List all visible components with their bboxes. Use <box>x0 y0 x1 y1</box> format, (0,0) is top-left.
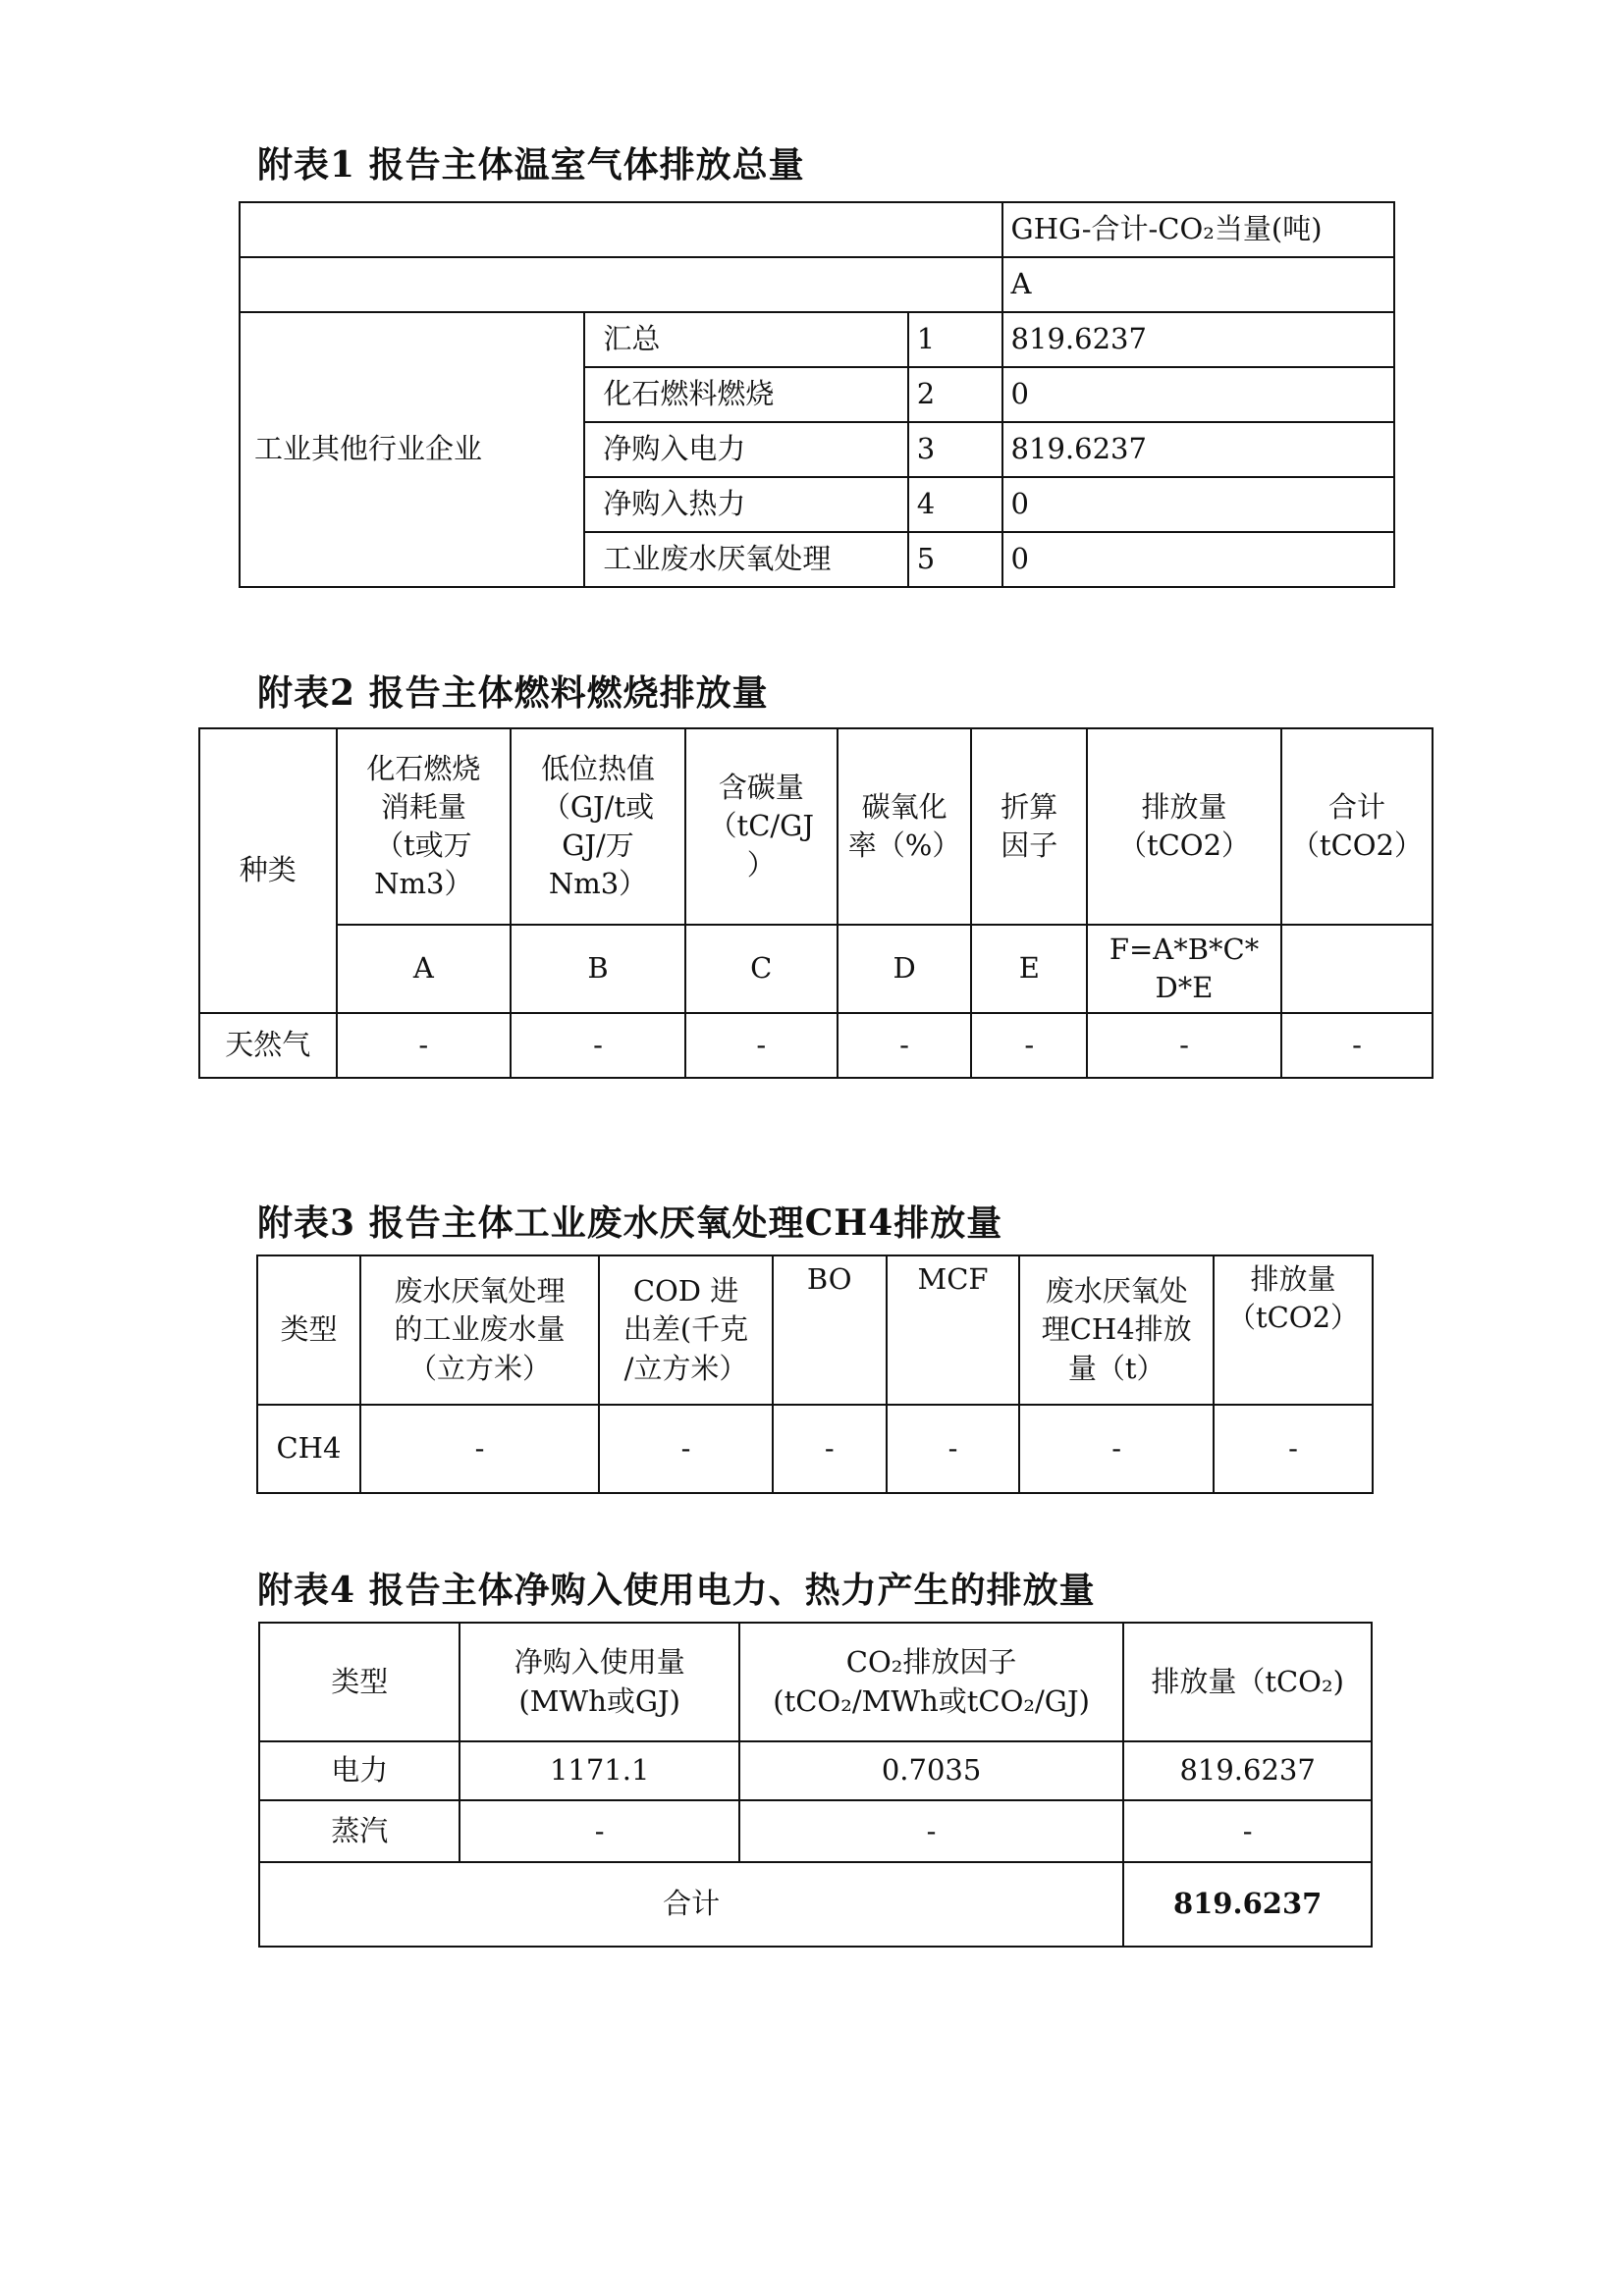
table2-letter-blank <box>1281 925 1433 1013</box>
table3-cell: - <box>1214 1405 1373 1493</box>
table1-header: GHG-合计-CO₂当量(吨) <box>1002 202 1394 257</box>
table3-cell: - <box>360 1405 599 1493</box>
table2-cell: - <box>1281 1013 1433 1078</box>
table1-row-name: 净购入电力 <box>584 422 907 477</box>
table2-header: 合计 （tCO2） <box>1281 728 1433 925</box>
table2-header: 碳氧化 率（%） <box>838 728 972 925</box>
table1-row-no: 2 <box>908 367 1002 422</box>
table3-header: 废水厌氧处 理CH4排放 量（t） <box>1019 1255 1214 1405</box>
table4-title: 附表4 报告主体净购入使用电力、热力产生的排放量 <box>257 1570 1096 1611</box>
table3-cell: - <box>887 1405 1020 1493</box>
table2-letter: C <box>685 925 838 1013</box>
table1-row-no: 1 <box>908 312 1002 367</box>
table2-cell: - <box>1087 1013 1281 1078</box>
table1-row-name: 汇总 <box>584 312 907 367</box>
table1-blank-letter <box>240 257 1002 312</box>
table2-header: 折算 因子 <box>971 728 1087 925</box>
table2-row-label: 天然气 <box>199 1013 337 1078</box>
table2-letter: E <box>971 925 1087 1013</box>
table2-cell: - <box>337 1013 512 1078</box>
table2-header: 含碳量 （tC/GJ ） <box>685 728 838 925</box>
table3-header: 排放量 （tCO2） <box>1214 1255 1373 1405</box>
table2-letter: A <box>337 925 512 1013</box>
table4-row-amount: 1171.1 <box>460 1741 738 1800</box>
table1-row-value: 819.6237 <box>1002 312 1394 367</box>
table4-row-factor: 0.7035 <box>739 1741 1123 1800</box>
table3-cell: - <box>599 1405 773 1493</box>
table4-header: 净购入使用量 (MWh或GJ) <box>460 1623 738 1741</box>
table1-row-name: 净购入热力 <box>584 477 907 532</box>
table4 <box>258 1622 1373 1948</box>
table2-cell: - <box>511 1013 685 1078</box>
table3-header: COD 进 出差(千克 /立方米） <box>599 1255 773 1405</box>
table1-blank-header <box>240 202 1002 257</box>
table1-group: 工业其他行业企业 <box>240 312 584 587</box>
table1-row-no: 3 <box>908 422 1002 477</box>
table4-row-amount: - <box>460 1800 738 1862</box>
table3 <box>256 1255 1374 1494</box>
table2-letter: F=A*B*C* D*E <box>1087 925 1281 1013</box>
table4-header: 排放量（tCO₂) <box>1123 1623 1372 1741</box>
table1 <box>239 201 1395 588</box>
table3-header: 废水厌氧处理 的工业废水量 （立方米） <box>360 1255 599 1405</box>
table1-row-value: 0 <box>1002 532 1394 587</box>
table3-row-label: CH4 <box>257 1405 360 1493</box>
table1-row-value: 0 <box>1002 477 1394 532</box>
table2-header-type: 种类 <box>199 728 337 1013</box>
table4-row-emission: 819.6237 <box>1123 1741 1372 1800</box>
table2 <box>198 727 1434 1079</box>
table1-row-no: 5 <box>908 532 1002 587</box>
table3-title: 附表3 报告主体工业废水厌氧处理CH4排放量 <box>257 1202 1003 1244</box>
table3-cell: - <box>773 1405 887 1493</box>
table1-row-no: 4 <box>908 477 1002 532</box>
table1-row-value: 0 <box>1002 367 1394 422</box>
table4-header: CO₂排放因子 (tCO₂/MWh或tCO₂/GJ) <box>739 1623 1123 1741</box>
table4-row-emission: - <box>1123 1800 1372 1862</box>
table2-cell: - <box>685 1013 838 1078</box>
table3-header: BO <box>773 1255 887 1405</box>
table2-header: 低位热值 （GJ/t或 GJ/万 Nm3） <box>511 728 685 925</box>
table2-title: 附表2 报告主体燃料燃烧排放量 <box>257 672 769 714</box>
table2-cell: - <box>971 1013 1087 1078</box>
table2-letter: D <box>838 925 972 1013</box>
table1-row-name: 化石燃料燃烧 <box>584 367 907 422</box>
table1-title: 附表1 报告主体温室气体排放总量 <box>257 144 805 186</box>
table1-row-value: 819.6237 <box>1002 422 1394 477</box>
table2-letter: B <box>511 925 685 1013</box>
table3-header-type: 类型 <box>257 1255 360 1405</box>
table2-header: 排放量 （tCO2） <box>1087 728 1281 925</box>
table2-cell: - <box>838 1013 972 1078</box>
table3-header: MCF <box>887 1255 1020 1405</box>
table1-col-letter: A <box>1002 257 1394 312</box>
table4-header-type: 类型 <box>259 1623 460 1741</box>
table4-row-type: 蒸汽 <box>259 1800 460 1862</box>
table3-cell: - <box>1019 1405 1214 1493</box>
table4-total-value: 819.6237 <box>1123 1862 1372 1947</box>
table1-row-name: 工业废水厌氧处理 <box>584 532 907 587</box>
table4-total-label: 合计 <box>259 1862 1123 1947</box>
table2-header: 化石燃烧 消耗量 （t或万 Nm3） <box>337 728 512 925</box>
table4-row-factor: - <box>739 1800 1123 1862</box>
table4-row-type: 电力 <box>259 1741 460 1800</box>
